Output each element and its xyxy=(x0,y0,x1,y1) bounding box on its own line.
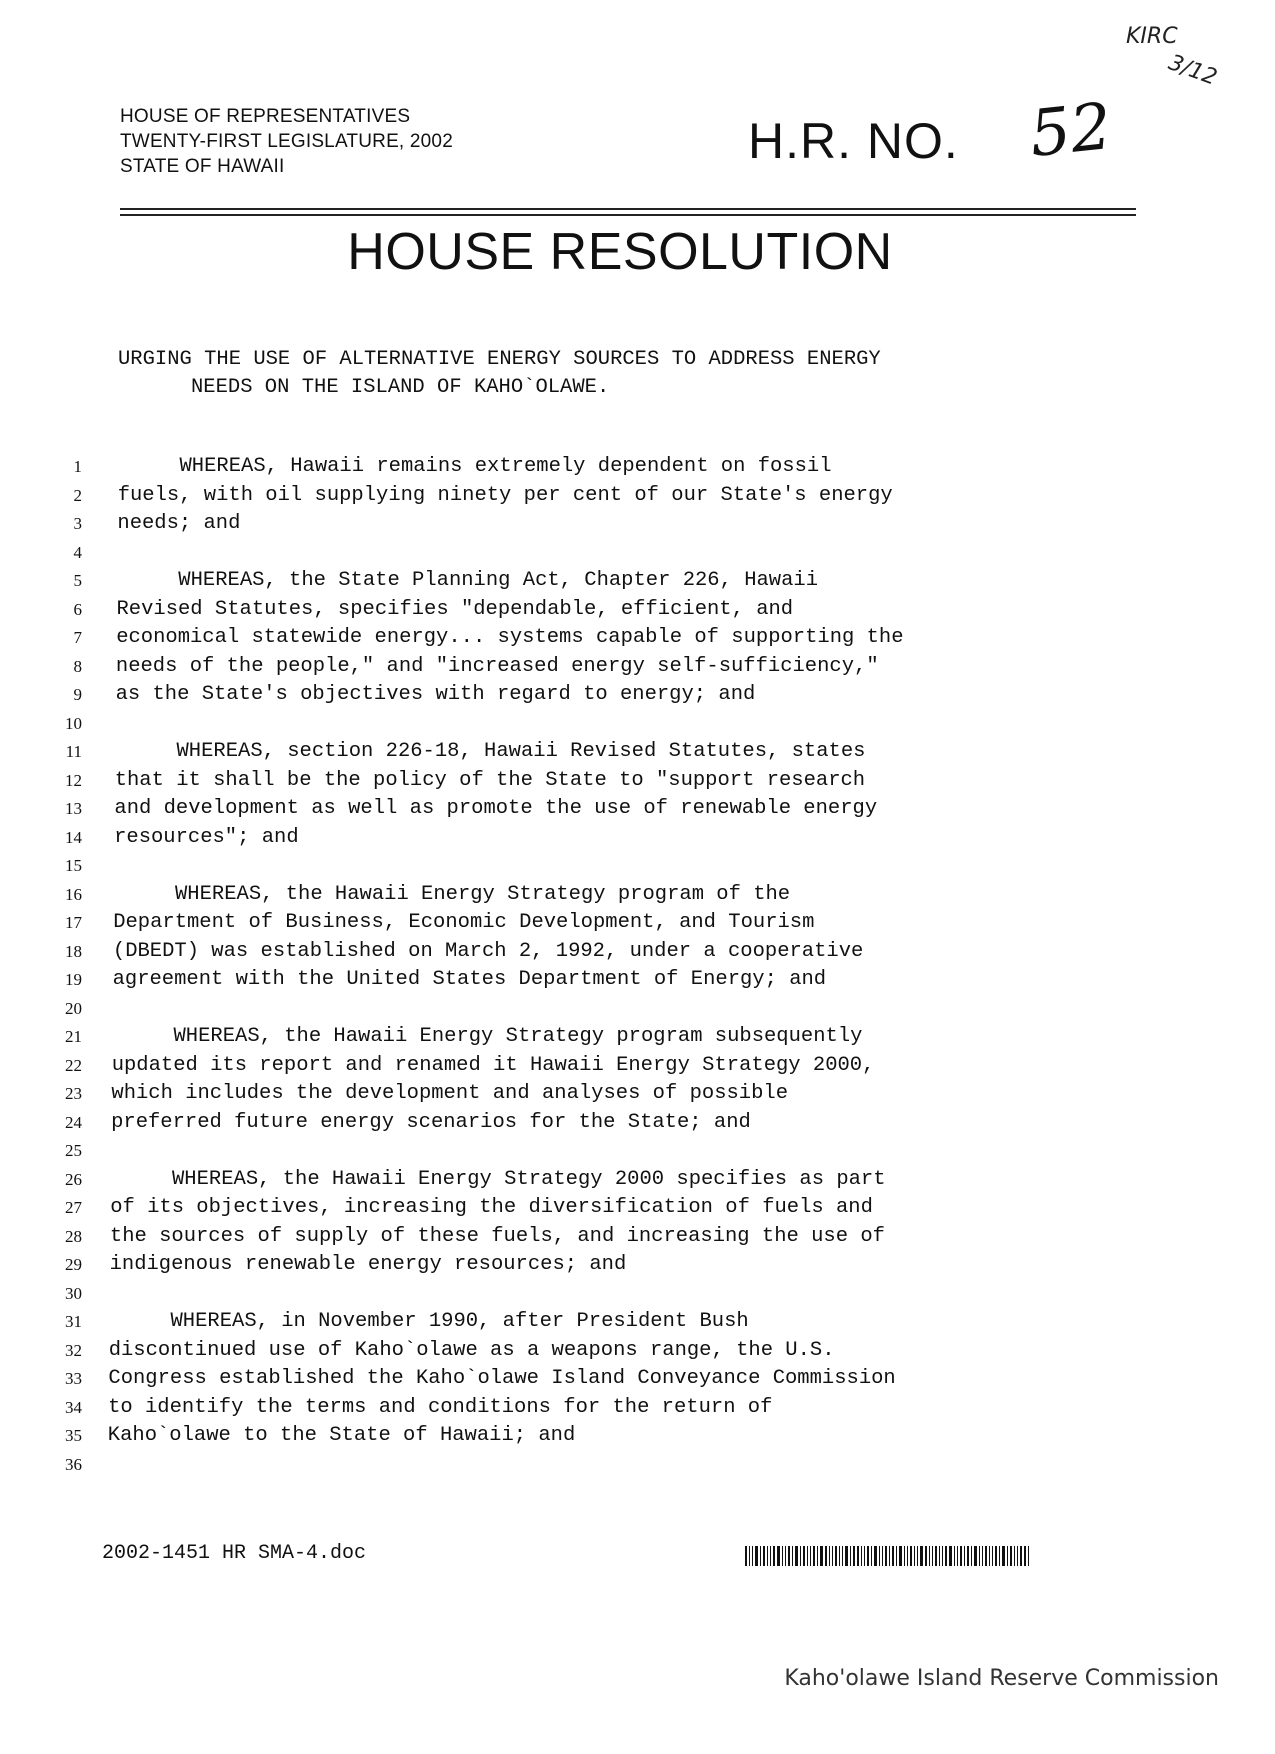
barcode-bar xyxy=(785,1546,786,1566)
barcode-bar xyxy=(835,1546,837,1566)
barcode-bar xyxy=(755,1546,758,1566)
line-text: Kaho`olawe to the State of Hawaii; and xyxy=(107,1424,576,1447)
line-number: 15 xyxy=(65,856,82,875)
line-number: 29 xyxy=(65,1255,82,1274)
line-number: 17 xyxy=(65,913,82,932)
line-text: WHEREAS, in November 1990, after President Bush xyxy=(109,1310,749,1333)
barcode-bar xyxy=(867,1546,869,1566)
bill-label: H.R. NO. xyxy=(748,113,959,169)
archive-caption: Kaho'olawe Island Reserve Commission xyxy=(784,1666,1219,1691)
line-text: needs of the people," and "increased energy self-sufficiency," xyxy=(115,654,879,678)
barcode-bar xyxy=(957,1546,958,1566)
line-text: (DBEDT) was established on March 2, 1992, under a cooperative xyxy=(112,939,864,963)
line-number: 35 xyxy=(65,1426,82,1445)
state-line: STATE OF HAWAII xyxy=(120,156,285,177)
line-number: 6 xyxy=(73,599,82,619)
line-text: discontinued use of Kaho`olawe as a weapons range, the U.S. xyxy=(108,1338,835,1362)
line-text: WHEREAS, the Hawaii Energy Strategy 2000 specifies as part xyxy=(110,1167,886,1191)
barcode-bar xyxy=(1024,1546,1026,1566)
barcode-bar xyxy=(760,1546,761,1566)
barcode-bar xyxy=(832,1546,833,1566)
line-number: 36 xyxy=(65,1454,82,1474)
barcode-bar xyxy=(810,1546,811,1566)
line-number: 12 xyxy=(65,770,82,790)
barcode-bar xyxy=(842,1546,843,1566)
barcode-bar xyxy=(1020,1546,1022,1566)
line-text: economical statewide energy... systems capable of supporting the xyxy=(116,626,904,649)
barcode-bar xyxy=(925,1546,927,1566)
barcode-bar xyxy=(770,1546,771,1566)
barcode-bar xyxy=(807,1546,808,1566)
page-title: HOUSE RESOLUTION xyxy=(347,223,893,281)
barcode-bar xyxy=(914,1546,915,1566)
barcode-bar xyxy=(904,1546,905,1566)
barcode-bar xyxy=(935,1546,937,1566)
line-number: 34 xyxy=(65,1397,82,1417)
barcode-bar xyxy=(1007,1546,1008,1566)
line-text: needs; and xyxy=(117,512,241,535)
line-text: as the State's objectives with regard to energy; and xyxy=(115,683,756,706)
handwritten-bill-number: 52 xyxy=(1026,89,1116,173)
line-text: WHEREAS, Hawaii remains extremely dependent on fossil xyxy=(118,455,832,478)
line-text: WHEREAS, the Hawaii Energy Strategy program subsequently xyxy=(112,1025,863,1048)
line-number: 10 xyxy=(65,713,82,733)
barcode-bar xyxy=(960,1546,962,1566)
barcode-bar xyxy=(820,1546,823,1566)
barcode-bar xyxy=(1028,1546,1029,1566)
subject-line: URGING THE USE OF ALTERNATIVE ENERGY SOURCES TO ADDRESS ENERGY xyxy=(118,348,881,371)
barcode-bar xyxy=(1010,1546,1012,1566)
barcode-bar xyxy=(999,1546,1000,1566)
line-text: preferred future energy scenarios for the State; and xyxy=(111,1110,751,1134)
barcode-bar xyxy=(907,1546,908,1566)
barcode-bar xyxy=(795,1546,798,1566)
line-text: of its objectives, increasing the diversification of fuels and xyxy=(110,1196,873,1219)
line-text: WHEREAS, the State Planning Act, Chapter 226, Hawaii xyxy=(116,569,819,592)
line-number: 2 xyxy=(73,485,82,505)
header-rule-bottom xyxy=(120,214,1136,216)
barcode-bar xyxy=(942,1546,943,1566)
line-text: that it shall be the policy of the State to "support research xyxy=(114,768,866,792)
line-number: 20 xyxy=(65,998,82,1018)
barcode-bar xyxy=(749,1546,750,1566)
barcode-bar xyxy=(1002,1546,1005,1566)
barcode-bar xyxy=(752,1546,753,1566)
line-text: indigenous renewable energy resources; and xyxy=(109,1253,627,1276)
barcode-bar xyxy=(974,1546,977,1566)
line-number: 25 xyxy=(65,1141,82,1160)
line-number: 7 xyxy=(73,628,82,647)
line-number: 28 xyxy=(65,1226,82,1246)
line-number: 18 xyxy=(65,941,82,961)
barcode-bar xyxy=(979,1546,980,1566)
barcode-bar xyxy=(839,1546,840,1566)
barcode-bar xyxy=(792,1546,793,1566)
line-text: and development as well as promote the use of renewable energy xyxy=(114,797,878,820)
barcode-bar xyxy=(850,1546,851,1566)
handwritten-note-date: 3/12 xyxy=(1165,50,1221,91)
barcode-bar xyxy=(971,1546,972,1566)
barcode-bar xyxy=(982,1546,983,1566)
barcode-bar xyxy=(861,1546,862,1566)
line-number: 14 xyxy=(65,827,82,847)
line-number: 5 xyxy=(73,571,82,590)
barcode-bar xyxy=(817,1546,818,1566)
barcode-bar xyxy=(892,1546,894,1566)
barcode-bar xyxy=(773,1546,775,1566)
line-number: 26 xyxy=(65,1169,82,1189)
barcode-bar xyxy=(964,1546,965,1566)
barcode-bar xyxy=(945,1546,947,1566)
barcode-bar xyxy=(803,1546,805,1566)
barcode-bar xyxy=(874,1546,877,1566)
line-text: Department of Business, Economic Development, and Tourism xyxy=(113,911,815,934)
barcode-bar xyxy=(899,1546,902,1566)
line-number: 32 xyxy=(65,1340,82,1360)
barcode-bar xyxy=(939,1546,940,1566)
line-text: fuels, with oil supplying ninety per cent of our State's energy xyxy=(117,483,893,507)
barcode-bar xyxy=(745,1546,747,1566)
subject-line: NEEDS ON THE ISLAND OF KAHO`OLAWE. xyxy=(191,376,610,399)
barcode xyxy=(745,1546,1097,1566)
barcode-bar xyxy=(767,1546,768,1566)
line-text: Congress established the Kaho`olawe Island Conveyance Commission xyxy=(108,1367,896,1390)
barcode-bar xyxy=(896,1546,897,1566)
barcode-bar xyxy=(825,1546,827,1566)
line-number: 19 xyxy=(65,970,82,989)
line-text: resources"; and xyxy=(114,825,299,849)
barcode-bar xyxy=(845,1546,848,1566)
line-text: WHEREAS, the Hawaii Energy Strategy program of the xyxy=(113,882,791,906)
line-text: Revised Statutes, specifies "dependable, efficient, and xyxy=(116,597,794,621)
barcode-bar xyxy=(882,1546,883,1566)
line-number: 21 xyxy=(65,1027,82,1046)
barcode-bar xyxy=(954,1546,955,1566)
handwritten-note-kirc: KIRC xyxy=(1126,24,1178,49)
line-number: 1 xyxy=(73,457,82,476)
line-text: to identify the terms and conditions for the return of xyxy=(108,1395,773,1419)
barcode-bar xyxy=(985,1546,987,1566)
barcode-bar xyxy=(1017,1546,1018,1566)
barcode-bar xyxy=(967,1546,969,1566)
barcode-bar xyxy=(777,1546,780,1566)
barcode-bar xyxy=(879,1546,880,1566)
line-number: 3 xyxy=(73,514,82,533)
line-number: 30 xyxy=(65,1283,82,1303)
line-number: 9 xyxy=(73,685,82,704)
line-text: agreement with the United States Department of Energy; and xyxy=(112,968,827,991)
barcode-bar xyxy=(857,1546,859,1566)
document-filename: 2002-1451 HR SMA-4.doc xyxy=(102,1542,367,1565)
barcode-bar xyxy=(949,1546,952,1566)
line-number: 23 xyxy=(65,1084,82,1103)
legislature-line: TWENTY-FIRST LEGISLATURE, 2002 xyxy=(120,131,453,152)
line-text: the sources of supply of these fuels, and increasing the use of xyxy=(109,1224,885,1248)
line-text: updated its report and renamed it Hawaii Energy Strategy 2000, xyxy=(111,1053,875,1077)
line-number: 22 xyxy=(65,1055,82,1075)
barcode-bar xyxy=(932,1546,933,1566)
barcode-bar xyxy=(871,1546,872,1566)
barcode-bar xyxy=(920,1546,923,1566)
barcode-bar xyxy=(995,1546,997,1566)
chamber-line: HOUSE OF REPRESENTATIVES xyxy=(120,106,411,127)
barcode-bar xyxy=(763,1546,765,1566)
barcode-bar xyxy=(1014,1546,1015,1566)
barcode-bar xyxy=(853,1546,855,1566)
barcode-bar xyxy=(813,1546,815,1566)
line-number: 11 xyxy=(65,742,82,761)
barcode-bar xyxy=(992,1546,993,1566)
resolution-subject xyxy=(118,346,881,402)
barcode-bar xyxy=(788,1546,790,1566)
line-number: 33 xyxy=(65,1369,82,1388)
barcode-bar xyxy=(829,1546,830,1566)
line-number: 16 xyxy=(65,884,82,904)
line-text: which includes the development and analyses of possible xyxy=(111,1082,789,1105)
line-number: 4 xyxy=(73,542,82,562)
line-number: 31 xyxy=(65,1312,82,1331)
chamber-header xyxy=(120,104,453,179)
line-number: 8 xyxy=(73,656,82,676)
barcode-bar xyxy=(782,1546,783,1566)
barcode-bar xyxy=(885,1546,887,1566)
line-number: 13 xyxy=(65,799,82,818)
barcode-bar xyxy=(989,1546,990,1566)
barcode-bar xyxy=(929,1546,930,1566)
header-rule-top xyxy=(120,208,1136,210)
barcode-bar xyxy=(864,1546,865,1566)
line-number: 24 xyxy=(65,1112,82,1132)
line-number: 27 xyxy=(65,1198,82,1217)
barcode-bar xyxy=(800,1546,801,1566)
barcode-bar xyxy=(917,1546,918,1566)
barcode-bar xyxy=(910,1546,912,1566)
barcode-bar xyxy=(889,1546,890,1566)
line-text: WHEREAS, section 226-18, Hawaii Revised Statutes, states xyxy=(115,740,866,763)
